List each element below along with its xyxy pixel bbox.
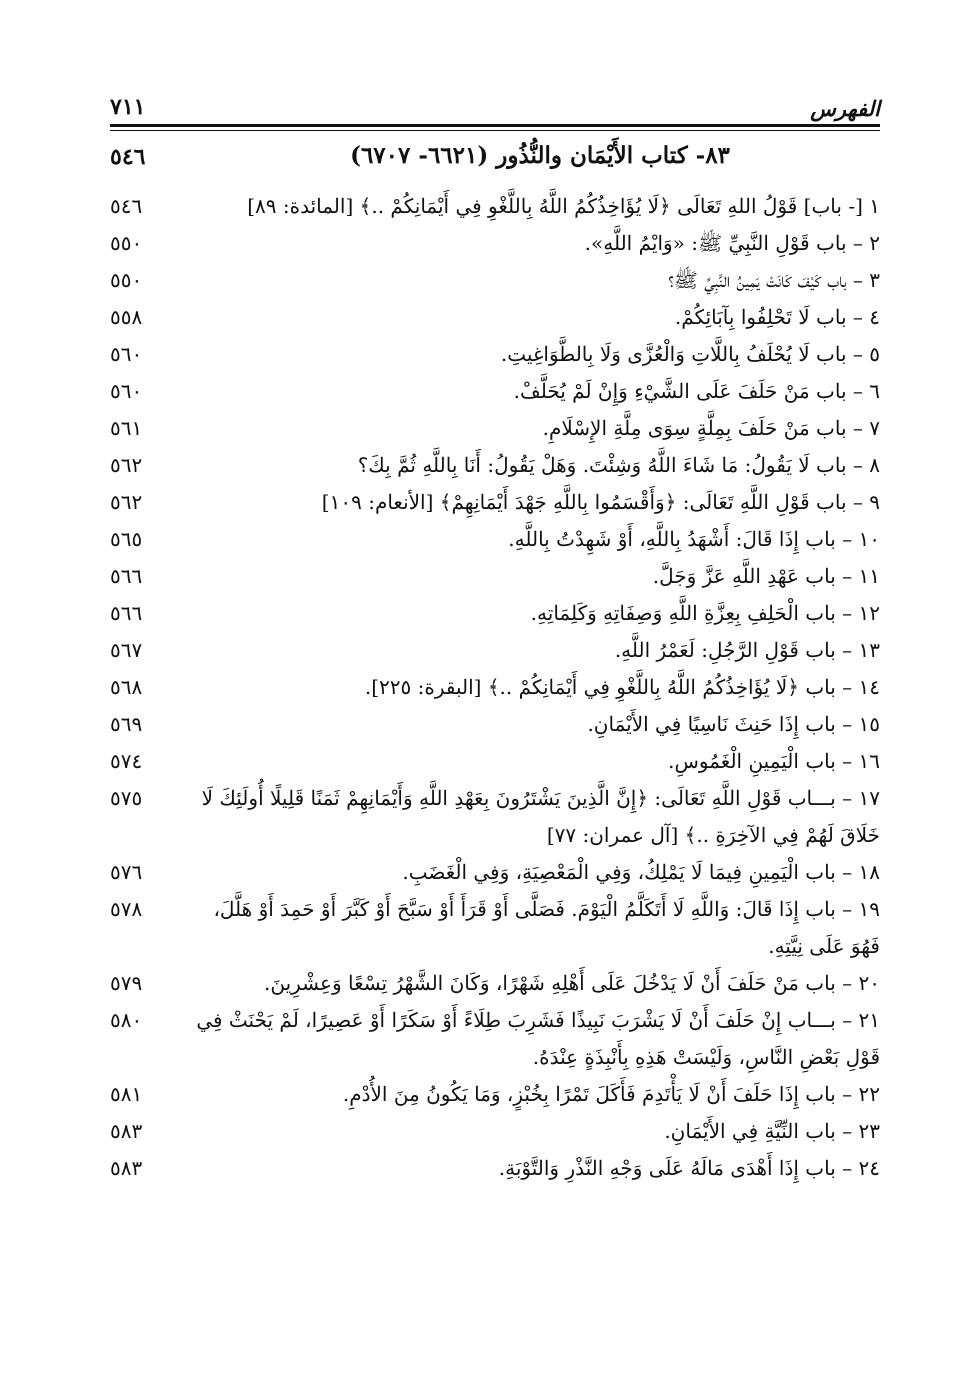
- toc-entry-20: [110, 965, 880, 1002]
- toc-entry-text: ٢ – باب قَوْلِ النَّبِيِّ ﷺ: «وَايْمُ اللَّهِ».: [584, 231, 880, 255]
- toc-entry-11: [110, 558, 880, 595]
- toc-entry-text: ٤ – باب لَا تَحْلِفُوا بِآبَائِكُمْ.: [674, 305, 880, 329]
- toc-entry-text: ١٥ – باب إِذَا حَنِثَ نَاسِيًا فِي الأَيْمَانِ.: [587, 712, 880, 736]
- toc-entry-text: ١٤ – باب ﴿لَا يُؤَاخِذُكُمُ اللَّهُ بِاللَّغْوِ فِي أَيْمَانِكُمْ ..﴾ [البقرة: ٢٢٥].: [364, 675, 880, 699]
- toc-entry-text: ٢١ – بـــاب إِنْ حَلَفَ أَنْ لَا يَشْرَبَ نَبِيذًا فَشَرِبَ طِلَاءً أَوْ سَكَرًا أَوْ عَصِيرًا، لَمْ يَحْنَثْ فِي قَوْلِ بَعْضِ النَّاسِ، وَلَيْسَتْ هَذِهِ بِأَنْبِذَةٍ عِنْدَهُ.: [196, 1008, 880, 1069]
- book-page-number: ٥٤٦: [110, 144, 146, 170]
- toc-entry-page: ٥٦٦: [110, 601, 143, 625]
- toc-entry-page: ٥٧٥: [110, 786, 143, 810]
- toc-entry-text: ٣ – باب كَيْفَ كَانَتْ يَمِينُ النَّبِيِّ ﷺ؟: [668, 268, 880, 292]
- toc-entry-page: ٥٦٠: [110, 342, 143, 366]
- toc-entry-7: [110, 410, 880, 447]
- toc-entry-18: [110, 854, 880, 891]
- toc-entry-text: ١٩ – باب إِذَا قَالَ: وَاللَّهِ لَا أَتَكَلَّمُ الْيَوْمَ. فَصَلَّى أَوْ قَرَأَ أَوْ سَبَّحَ أَوْ كَبَّرَ أَوْ حَمِدَ أَوْ هَلَّلَ، فَهُوَ عَلَى نِيَّتِهِ.: [213, 897, 880, 958]
- toc-list: [110, 188, 880, 1187]
- header-rule: [110, 124, 880, 127]
- toc-entry-page: ٥٨٣: [110, 1156, 143, 1180]
- toc-entry-page: ٥٦٢: [110, 490, 143, 514]
- toc-entry-3: [110, 262, 880, 299]
- toc-entry-page: ٥٦١: [110, 416, 143, 440]
- toc-entry-9: [110, 484, 880, 521]
- toc-entry-5: [110, 336, 880, 373]
- toc-entry-page: ٥٨٣: [110, 1119, 143, 1143]
- toc-entry-2: [110, 225, 880, 262]
- toc-entry-page: ٥٤٦: [110, 194, 143, 218]
- book-title: ٨٣- كتاب الأَيْمَان والنُّذُور (٦٦٢١- ٦٧٠٧): [350, 142, 730, 169]
- toc-entry-12: [110, 595, 880, 632]
- toc-entry-page: ٥٦٧: [110, 638, 143, 662]
- running-title: الفهرس: [810, 96, 880, 121]
- toc-entry-page: ٥٦٢: [110, 453, 143, 477]
- toc-entry-page: ٥٦٠: [110, 379, 143, 403]
- toc-entry-text: ١٧ – بـــاب قَوْلِ اللَّهِ تَعَالَى: ﴿إِنَّ الَّذِينَ يَشْتَرُونَ بِعَهْدِ اللَّهِ وَأَيْمَانِهِمْ ثَمَنًا قَلِيلًا أُولَئِكَ لَا خَلَاقَ لَهُمْ فِي الآخِرَةِ ..﴾ [آل عمران: ٧٧]: [201, 786, 880, 847]
- toc-entry-page: ٥٥٨: [110, 305, 143, 329]
- toc-entry-page: ٥٦٩: [110, 712, 143, 736]
- toc-entry-17: [110, 780, 880, 854]
- toc-entry-text: ٢٠ – باب مَنْ حَلَفَ أَنْ لَا يَدْخُلَ عَلَى أَهْلِهِ شَهْرًا، وَكَانَ الشَّهْرُ تِسْعًا وَعِشْرِينَ.: [264, 971, 880, 995]
- toc-entry-text: ٨ – باب لَا يَقُولُ: مَا شَاءَ اللَّهُ وَشِئْتَ. وَهَلْ يَقُولُ: أَنَا بِاللَّهِ ثُمَّ بِكَ؟: [357, 453, 880, 477]
- book-heading: [110, 142, 880, 182]
- toc-entry-page: ٥٥٠: [110, 231, 143, 255]
- toc-entry-24: [110, 1150, 880, 1187]
- toc-entry-page: ٥٧٩: [110, 971, 143, 995]
- toc-entry-14: [110, 669, 880, 706]
- toc-entry-1: [110, 188, 880, 225]
- toc-entry-8: [110, 447, 880, 484]
- toc-entry-text: ١٠ – باب إِذَا قَالَ: أَشْهَدُ بِاللَّهِ، أَوْ شَهِدْتُ بِاللَّهِ.: [508, 527, 880, 551]
- running-header: [110, 96, 880, 126]
- toc-entry-text: ١٨ – باب الْيَمِينِ فِيمَا لَا يَمْلِكُ، وَفِي الْمَعْصِيَةِ، وَفِي الْغَضَبِ.: [402, 860, 880, 884]
- toc-entry-text: ١١ – باب عَهْدِ اللَّهِ عَزَّ وَجَلَّ.: [652, 564, 880, 588]
- toc-entry-text: ١٦ – باب الْيَمِينِ الْغَمُوسِ.: [668, 749, 880, 773]
- toc-entry-text: ٦ – باب مَنْ حَلَفَ عَلَى الشَّيْءِ وَإِنْ لَمْ يُحَلَّفْ.: [513, 379, 880, 403]
- toc-entry-4: [110, 299, 880, 336]
- toc-entry-text: ١٣ – باب قَوْلِ الرَّجُلِ: لَعَمْرُ اللَّهِ.: [614, 638, 880, 662]
- header-rule-thin: [110, 130, 880, 131]
- toc-entry-19: [110, 891, 880, 965]
- toc-entry-page: ٥٨١: [110, 1082, 143, 1106]
- toc-entry-page: ٥٦٥: [110, 527, 143, 551]
- toc-entry-text: ٢٣ – باب النِّيَّةِ فِي الأَيْمَانِ.: [664, 1119, 880, 1143]
- toc-entry-page: ٥٦٦: [110, 564, 143, 588]
- page-number: ٧١١: [110, 94, 146, 120]
- toc-entry-page: ٥٧٤: [110, 749, 143, 773]
- toc-entry-page: ٥٧٦: [110, 860, 143, 884]
- toc-entry-page: ٥٧٨: [110, 897, 143, 921]
- toc-entry-text: ٩ – باب قَوْلِ اللَّهِ تَعَالَى: ﴿وَأَقْسَمُوا بِاللَّهِ جَهْدَ أَيْمَانِهِمْ﴾ [الأنعام: ١٠٩]: [321, 490, 880, 514]
- toc-entry-page: ٥٦٨: [110, 675, 143, 699]
- toc-entry-text: ٧ – باب مَنْ حَلَفَ بِمِلَّةٍ سِوَى مِلَّةِ الإِسْلَامِ.: [542, 416, 880, 440]
- toc-entry-text: ٢٤ – باب إِذَا أَهْدَى مَالَهُ عَلَى وَجْهِ النَّذْرِ وَالتَّوْبَةِ.: [498, 1156, 880, 1180]
- toc-entry-text: ١ [- باب] قَوْلُ اللهِ تَعَالَى ﴿لَا يُؤَاخِذُكُمُ اللَّهُ بِاللَّغْوِ فِي أَيْمَانِكُمْ ..﴾ [المائدة: ٨٩]: [247, 194, 880, 218]
- toc-entry-text: ٥ – باب لَا يُحْلَفُ بِاللَّاتِ وَالْعُزَّى وَلَا بِالطَّوَاغِيتِ.: [500, 342, 880, 366]
- toc-entry-13: [110, 632, 880, 669]
- toc-entry-10: [110, 521, 880, 558]
- toc-entry-page: ٥٨٠: [110, 1008, 143, 1032]
- toc-entry-page: ٥٥٠: [110, 268, 143, 292]
- toc-entry-text: ٢٢ – باب إِذَا حَلَفَ أَنْ لَا يَأْتَدِمَ فَأَكَلَ تَمْرًا بِخُبْزٍ، وَمَا يَكُونُ مِنَ الأُدْمِ.: [342, 1082, 880, 1106]
- toc-entry-23: [110, 1113, 880, 1150]
- toc-entry-text: ١٢ – باب الْحَلِفِ بِعِزَّةِ اللَّهِ وَصِفَاتِهِ وَكَلِمَاتِهِ.: [530, 601, 880, 625]
- toc-entry-22: [110, 1076, 880, 1113]
- toc-entry-21: [110, 1002, 880, 1076]
- toc-entry-6: [110, 373, 880, 410]
- toc-entry-16: [110, 743, 880, 780]
- toc-entry-15: [110, 706, 880, 743]
